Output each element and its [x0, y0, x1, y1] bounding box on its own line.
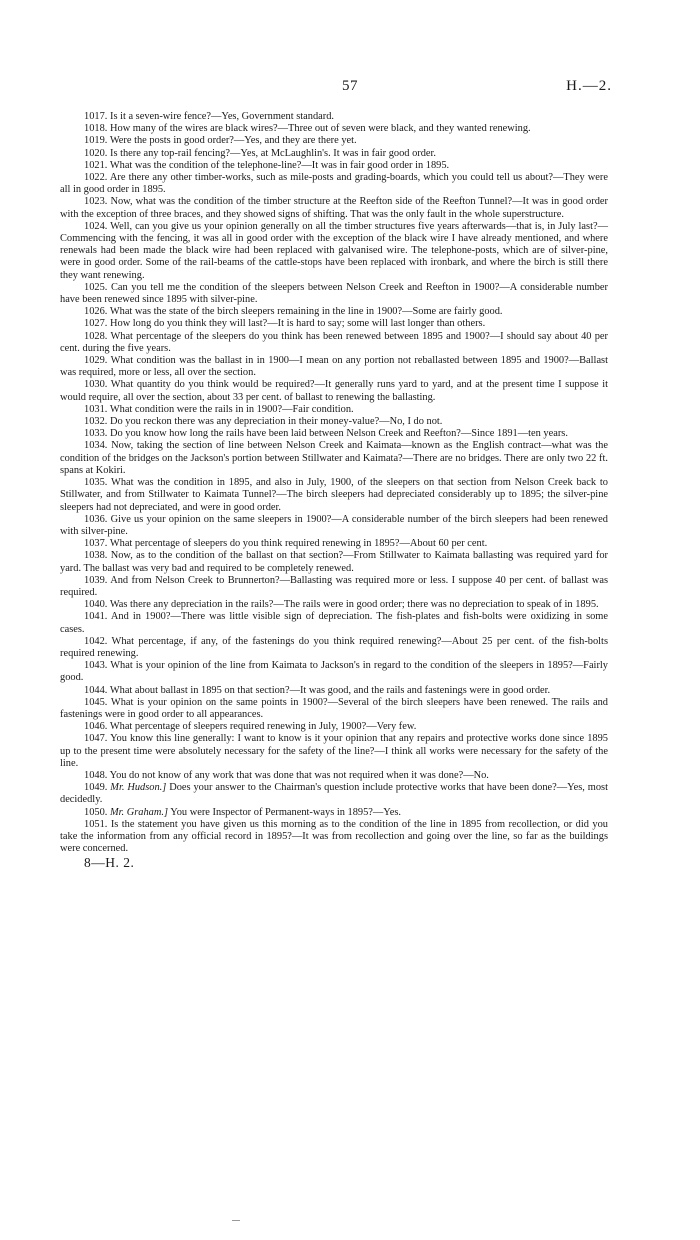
question-answer-text: And in 1900?—There was little visible sign of depreciation. The fish-plates and fish-bolts were oxidizing in some cases.	[60, 611, 608, 635]
evidence-paragraph	[60, 819, 608, 856]
question-number: 1050.	[84, 806, 108, 818]
evidence-paragraph	[60, 770, 608, 782]
page-header	[0, 78, 700, 100]
evidence-paragraph	[60, 123, 608, 135]
question-number: 1040.	[84, 599, 108, 611]
question-answer-text: Are there any other timber-works, such as mile-posts and grading-boards, which you could tell us about?—They were all in good order in 1895.	[60, 172, 608, 196]
question-answer-text: Is there any top-rail fencing?—Yes, at McLaughlin's. It was in fair good order.	[110, 147, 437, 159]
question-number: 1017.	[84, 111, 108, 122]
question-answer-text: What is your opinion on the same points in 1900?—Several of the birch sleepers have been renewed. The rails and fastenings were in good order to all appearances.	[60, 696, 608, 720]
question-answer-text: Do you reckon there was any depreciation in their money-value?—No, I do not.	[110, 416, 443, 428]
question-answer-text: What was the condition of the telephone-line?—It was in fair good order in 1895.	[109, 159, 450, 171]
question-number: 1035.	[84, 477, 108, 489]
evidence-paragraph	[60, 807, 608, 819]
print-speck	[232, 1220, 240, 1221]
evidence-paragraph	[60, 135, 608, 147]
question-answer-text: How many of the wires are black wires?—Three out of seven were black, and they wanted renewing.	[110, 123, 531, 135]
paragraph-list	[60, 111, 608, 855]
question-number: 1033.	[84, 428, 108, 440]
question-number: 1039.	[84, 574, 108, 586]
question-answer-text: Were the posts in good order?—Yes, and they are there yet.	[109, 135, 357, 147]
question-number: 1026.	[84, 306, 108, 318]
question-answer-text: Well, can you give us your opinion generally on all the timber structures five years afterwards—that is, in July last?—Commencing with the fencing, it was all in good order with the exception of the black wire I have already mentioned, and where renewals had been made the black wire had been replaced with galvanised wire. The telephone-posts, which are of silver-pine, were in good order. Some of the rail-beams of the cattle-stops have been replaced with ironbark, and where the birch is still there they want renewing.	[60, 220, 608, 281]
question-number: 1051.	[84, 818, 108, 830]
page-number: 57	[342, 78, 358, 94]
question-answer-text: How long do you think they will last?—It is hard to say; some will last longer than others.	[110, 318, 486, 330]
evidence-paragraph	[60, 733, 608, 770]
evidence-paragraph	[60, 111, 608, 123]
evidence-paragraph	[60, 172, 608, 196]
speaker-label: Mr. Hudson.]	[110, 782, 167, 794]
question-number: 1036.	[84, 513, 108, 525]
question-number: 1043.	[84, 660, 108, 672]
question-number: 1025.	[84, 281, 108, 293]
question-number: 1028.	[84, 330, 108, 342]
question-answer-text: What was the state of the birch sleepers remaining in the line in 1900?—Some are fairly good.	[109, 306, 503, 318]
question-number: 1049.	[84, 782, 108, 794]
speaker-label: Mr. Graham.]	[110, 806, 169, 818]
question-answer-text: What was the condition in 1895, and also in July, 1900, of the sleepers on that section from Nelson Creek back to Stillwater, and from Stillwater to Kaimata Tunnel?—The birch sleepers had depreciated considerably up to 1895; the silver-pine sleepers had not depreciated, and were in good order.	[60, 477, 608, 513]
question-number: 1048.	[84, 769, 108, 781]
document-reference: H.—2.	[566, 78, 612, 94]
evidence-paragraph	[60, 379, 608, 403]
evidence-paragraph	[60, 636, 608, 660]
evidence-paragraph	[60, 416, 608, 428]
question-answer-text: What percentage of sleepers required renewing in July, 1900?—Very few.	[109, 721, 417, 733]
evidence-paragraph	[60, 721, 608, 733]
question-answer-text: Can you tell me the condition of the sleepers between Nelson Creek and Reefton in 1900?—A considerable number have been renewed since 1895 with silver-pine.	[60, 281, 608, 306]
question-number: 1018.	[84, 123, 108, 135]
question-answer-text: Was there any depreciation in the rails?—The rails were in good order; there was no depreciation to speak of in 1895.	[109, 599, 599, 611]
question-answer-text: What is your opinion of the line from Kaimata to Jackson's in regard to the condition of the sleepers in 1895?—Fairly good.	[60, 660, 608, 684]
evidence-paragraph	[60, 331, 608, 355]
question-number: 1030.	[84, 379, 108, 391]
evidence-paragraph	[60, 428, 608, 440]
question-answer-text: What about ballast in 1895 on that section?—It was good, and the rails and fastenings were in good order.	[109, 684, 551, 696]
question-answer-text: Does your answer to the Chairman's question include protective works that have been done?—Yes, most decidedly.	[60, 782, 608, 806]
question-answer-text: You know this line generally: I want to know is it your opinion that any repairs and protective works done since 1895 up to the present time were absolutely necessary for the safety of the line?—I think all works were necessary for the safety of the line.	[60, 733, 608, 769]
question-number: 1046.	[84, 721, 108, 733]
question-number: 1037.	[84, 538, 108, 550]
question-answer-text: Is the statement you have given us this morning as to the condition of the line in 1895 from recollection, or did you take the information from any official record in 1895?—It was from recollection and going over the line, so far as the buildings were concerned.	[60, 818, 608, 855]
question-number: 1019.	[84, 135, 108, 147]
question-number: 1029.	[84, 355, 108, 367]
evidence-paragraph	[60, 660, 608, 684]
question-number: 1042.	[84, 635, 108, 647]
evidence-paragraph	[60, 160, 608, 172]
evidence-paragraph	[60, 221, 608, 282]
evidence-paragraph	[60, 440, 608, 477]
evidence-paragraph	[60, 611, 608, 635]
question-number: 1027.	[84, 318, 108, 330]
question-answer-text: Do you know how long the rails have been laid between Nelson Creek and Reefton?—Since 1891—ten years.	[110, 428, 568, 440]
question-number: 1034.	[84, 440, 108, 452]
question-number: 1021.	[84, 159, 108, 171]
evidence-paragraph	[60, 782, 608, 806]
question-answer-text: What percentage, if any, of the fastenings do you think required renewing?—About 25 per cent. of the fish-bolts required renewing.	[60, 635, 608, 659]
evidence-paragraph	[60, 306, 608, 318]
evidence-paragraph	[60, 355, 608, 379]
question-number: 1032.	[84, 416, 108, 428]
question-number: 1022.	[84, 172, 108, 184]
evidence-paragraph	[60, 697, 608, 721]
evidence-body	[60, 111, 608, 870]
evidence-paragraph	[60, 550, 608, 574]
sheet-signature: 8—H. 2.	[84, 855, 135, 871]
question-answer-text: What condition were the rails in in 1900?—Fair condition.	[109, 403, 354, 415]
question-answer-text: Is it a seven-wire fence?—Yes, Government standard.	[110, 111, 335, 122]
evidence-paragraph	[60, 514, 608, 538]
question-answer-text: What percentage of the sleepers do you think has been renewed between 1895 and 1900?—I should say about 40 per cent. during the five years.	[60, 330, 608, 354]
question-number: 1020.	[84, 147, 108, 159]
evidence-paragraph	[60, 318, 608, 330]
question-number: 1045.	[84, 696, 108, 708]
question-number: 1023.	[84, 196, 108, 208]
question-answer-text: Now, taking the section of line between Nelson Creek and Kaimata—known as the English contract—what was the condition of the bridges on the Jackson's portion between Stillwater and Kaimata?—There are no bridges. There are only two 22 ft. spans at Kokiri.	[60, 440, 608, 476]
question-answer-text: Give us your opinion on the same sleepers in 1900?—A considerable number of the birch sleepers had been renewed with silver-pine.	[60, 513, 608, 537]
question-answer-text: Now, as to the condition of the ballast on that section?—From Stillwater to Kaimata ballasting was required yard for yard. The ballast was very bad and required to be completely renewed.	[60, 550, 608, 574]
evidence-paragraph	[60, 538, 608, 550]
question-number: 1024.	[84, 220, 108, 232]
question-answer-text: What condition was the ballast in in 1900—I mean on any portion not reballasted between 1895 and 1900?—Ballast was required, more or less, all over the section.	[60, 355, 608, 379]
evidence-paragraph	[60, 282, 608, 306]
evidence-paragraph	[60, 196, 608, 220]
question-answer-text: You were Inspector of Permanent-ways in 1895?—Yes.	[170, 806, 402, 818]
question-number: 1047.	[84, 733, 108, 745]
evidence-paragraph	[60, 477, 608, 514]
evidence-paragraph	[60, 599, 608, 611]
evidence-paragraph	[60, 575, 608, 599]
evidence-paragraph	[60, 404, 608, 416]
question-answer-text: You do not know of any work that was done that was not required when it was done?—No.	[109, 769, 489, 781]
question-answer-text: What quantity do you think would be required?—It generally runs yard to yard, and at the present time I suppose it would require, all over the section, about 33 per cent. of ballast to renewing the ballasting.	[60, 379, 608, 403]
question-answer-text: What percentage of sleepers do you think required renewing in 1895?—About 60 per cent.	[109, 538, 488, 550]
evidence-paragraph	[60, 148, 608, 160]
question-number: 1041.	[84, 611, 108, 623]
question-answer-text: Now, what was the condition of the timber structure at the Reefton side of the Reefton Tunnel?—It was in good order with the exception of three braces, and they showed signs of shifting. That was the only fault in the whole superstructure.	[60, 196, 608, 220]
question-number: 1044.	[84, 684, 108, 696]
evidence-paragraph	[60, 685, 608, 697]
question-number: 1031.	[84, 403, 108, 415]
question-number: 1038.	[84, 550, 108, 562]
question-answer-text: And from Nelson Creek to Brunnerton?—Ballasting was required more or less. I suppose 40 per cent. of ballast was required.	[60, 574, 608, 598]
